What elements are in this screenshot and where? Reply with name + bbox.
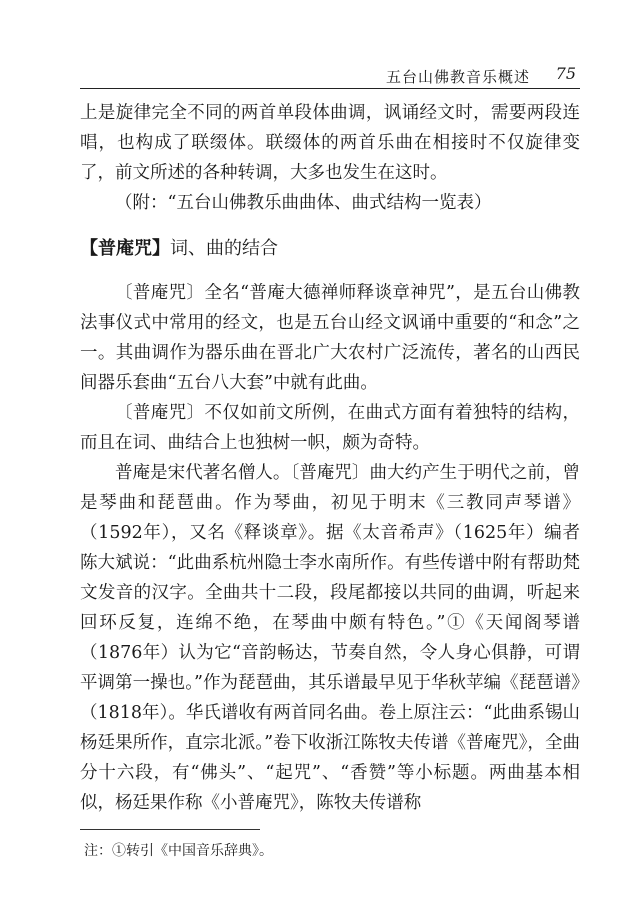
- paragraph-continuation: 上是旋律完全不同的两首单段体曲调，讽诵经文时，需要两段连唱，也构成了联缀体。联缀体的两首乐曲在相接时不仅旋律变了，前文所述的各种转调，大多也发生在这时。: [80, 103, 580, 183]
- paragraph: 〔普庵咒〕全名“普庵大德禅师释谈章神咒”，是五台山佛教法事仪式中常用的经文，也是五台山经文讽诵中重要的“和念”之一。其曲调作为器乐曲在晋北广大农村广泛流传，著名的山西民间器乐套曲“五台八大套”中就有此曲。: [80, 283, 580, 393]
- header-rule: [80, 88, 580, 89]
- running-title: 五台山佛教音乐概述: [385, 68, 530, 86]
- paragraph: 〔普庵咒〕不仅如前文所例，在曲式方面有着独特的结构，而且在词、曲结合上也独树一帜，颇为奇特。: [80, 403, 580, 453]
- page-number: 75: [555, 64, 576, 83]
- page-body: [80, 98, 580, 818]
- footnote: 注：①转引《中国音乐辞典》。: [84, 843, 273, 859]
- section-heading-subtitle: 词、曲的结合: [170, 238, 278, 259]
- section-heading: [80, 234, 580, 264]
- page-header: [80, 60, 580, 90]
- footnote-rule: [80, 829, 260, 830]
- paragraph: 普庵是宋代著名僧人。〔普庵咒〕曲大约产生于明代之前，曾是琴曲和琵琶曲。作为琴曲，初见于明末《三教同声琴谱》（1592年），又名《释谈章》。据《太音希声》（1625年）编者陈大斌说：“此曲系杭州隐士李水南所作。有些传谱中附有帮助梵文发音的汉字。全曲共十二段，段尾都接以共同的曲调，听起来回环反复，连绵不绝，在琴曲中颇有特色。”①《天闻阁琴谱（1876年）认为它“音韵畅达，节奏自然，令人身心俱静，可谓平调第一操也。”作为琵琶曲，其乐谱最早见于华秋苹编《琵琶谱》（1818年）。华氏谱收有两首同名曲。卷上原注云：“此曲系锡山杨廷果所作，直宗北派。”卷下收浙江陈牧夫传谱《普庵咒》，全曲分十六段，有“佛头”、“起咒”、“香赞”等小标题。两曲基本相似，杨廷果作称《小普庵咒》，陈牧夫传谱称: [80, 463, 580, 813]
- section-heading-title: 【普庵咒】: [80, 238, 170, 259]
- paragraph-appendix-note: （附：“五台山佛教乐曲曲体、曲式结构一览表）: [115, 193, 492, 213]
